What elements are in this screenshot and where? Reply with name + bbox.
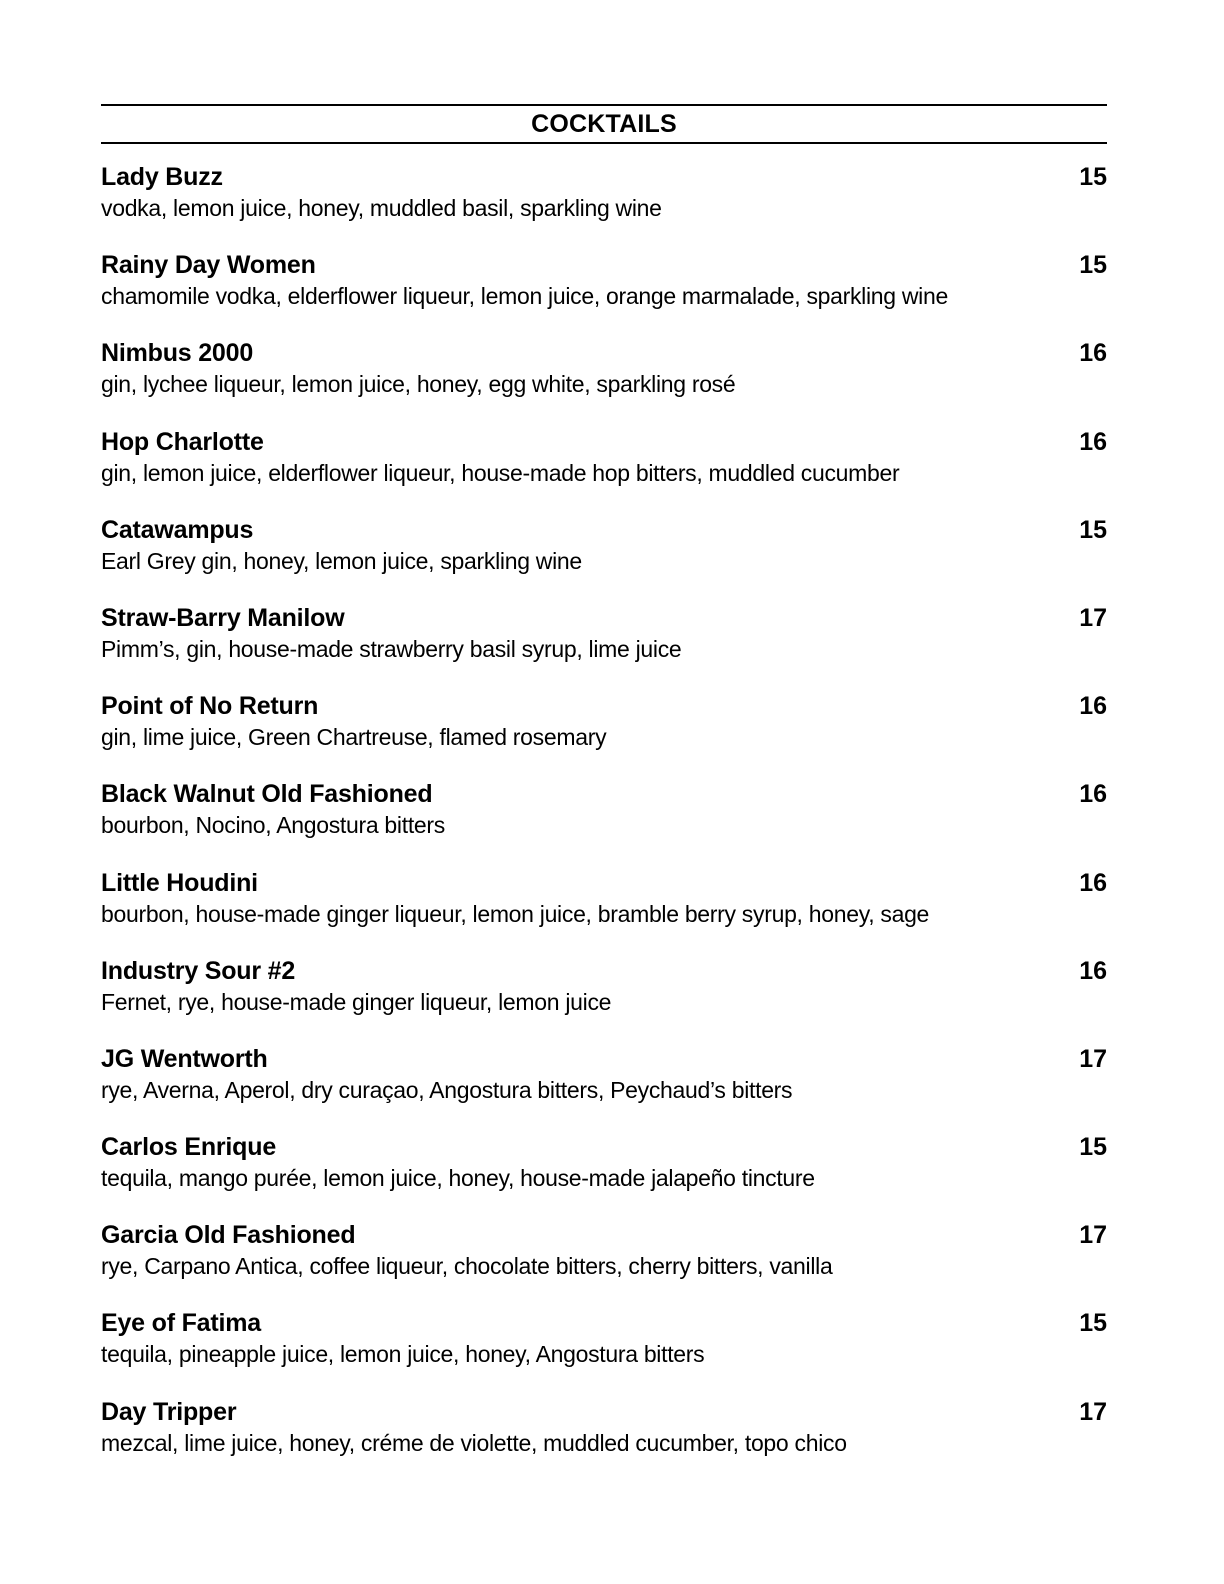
menu-item	[101, 1044, 1107, 1132]
item-price: 15	[1079, 163, 1107, 191]
item-name: Rainy Day Women	[101, 251, 316, 280]
menu-item	[101, 779, 1107, 867]
cocktail-menu	[101, 104, 1107, 1456]
item-name: Carlos Enrique	[101, 1133, 277, 1162]
item-description: gin, lemon juice, elderflower liqueur, house-made hop bitters, muddled cucumber	[101, 459, 900, 486]
item-price: 17	[1079, 1397, 1107, 1426]
item-price: 17	[1079, 1044, 1107, 1073]
item-description: rye, Averna, Aperol, dry curaçao, Angostura bitters, Peychaud’s bitters	[101, 1076, 793, 1103]
menu-item	[101, 515, 1107, 603]
item-price: 15	[1079, 251, 1107, 280]
item-name: Nimbus 2000	[101, 339, 254, 368]
menu-item-list	[101, 162, 1107, 1485]
item-price: 16	[1079, 780, 1107, 809]
item-price: 16	[1079, 868, 1107, 897]
item-description: vodka, lemon juice, honey, muddled basil, sparkling wine	[101, 195, 662, 221]
item-name: Straw-Barry Manilow	[101, 603, 345, 632]
item-price: 16	[1079, 427, 1107, 456]
item-description: Fernet, rye, house-made ginger liqueur, lemon juice	[101, 988, 612, 1015]
menu-item	[101, 338, 1107, 426]
menu-item	[101, 162, 1107, 250]
section-title: COCKTAILS	[531, 110, 677, 138]
item-description: chamomile vodka, elderflower liqueur, lemon juice, orange marmalade, sparkling wine	[101, 283, 948, 310]
menu-item	[101, 427, 1107, 515]
menu-item	[101, 250, 1107, 338]
item-name: Catawampus	[101, 515, 254, 544]
item-price: 15	[1079, 1133, 1107, 1162]
item-price: 15	[1079, 515, 1107, 544]
item-name: Day Tripper	[101, 1397, 237, 1426]
item-name: Black Walnut Old Fashioned	[101, 780, 433, 809]
item-price: 16	[1079, 339, 1107, 368]
item-price: 17	[1079, 1221, 1107, 1250]
item-price: 16	[1079, 956, 1107, 985]
menu-item	[101, 691, 1107, 779]
menu-item	[101, 603, 1107, 691]
item-name: Garcia Old Fashioned	[101, 1221, 356, 1250]
menu-item	[101, 868, 1107, 956]
item-description: mezcal, lime juice, honey, créme de violette, muddled cucumber, topo chico	[101, 1429, 847, 1456]
item-description: tequila, mango purée, lemon juice, honey, house-made jalapeño tincture	[101, 1165, 815, 1192]
menu-item	[101, 1220, 1107, 1308]
item-description: Earl Grey gin, honey, lemon juice, sparkling wine	[101, 547, 582, 574]
item-name: Little Houdini	[101, 868, 258, 897]
menu-item	[101, 1132, 1107, 1220]
item-name: Eye of Fatima	[101, 1309, 261, 1338]
item-description: bourbon, Nocino, Angostura bitters	[101, 812, 445, 839]
item-description: tequila, pineapple juice, lemon juice, honey, Angostura bitters	[101, 1341, 705, 1368]
item-name: Industry Sour #2	[101, 956, 296, 985]
item-price: 16	[1079, 692, 1107, 721]
item-description: Pimm’s, gin, house-made strawberry basil syrup, lime juice	[101, 635, 682, 662]
item-name: Point of No Return	[101, 692, 319, 721]
item-description: gin, lychee liqueur, lemon juice, honey, egg white, sparkling rosé	[101, 371, 736, 398]
item-name: Hop Charlotte	[101, 427, 264, 456]
item-price: 17	[1079, 603, 1107, 632]
menu-item	[101, 956, 1107, 1044]
menu-item	[101, 1397, 1107, 1485]
item-description: gin, lime juice, Green Chartreuse, flamed rosemary	[101, 724, 607, 751]
title-divider	[101, 142, 1107, 144]
item-price: 15	[1079, 1309, 1107, 1338]
item-description: bourbon, house-made ginger liqueur, lemon juice, bramble berry syrup, honey, sage	[101, 900, 930, 927]
item-description: rye, Carpano Antica, coffee liqueur, chocolate bitters, cherry bitters, vanilla	[101, 1253, 833, 1280]
item-name: Lady Buzz	[101, 163, 223, 191]
menu-item	[101, 1308, 1107, 1396]
item-name: JG Wentworth	[101, 1044, 268, 1073]
